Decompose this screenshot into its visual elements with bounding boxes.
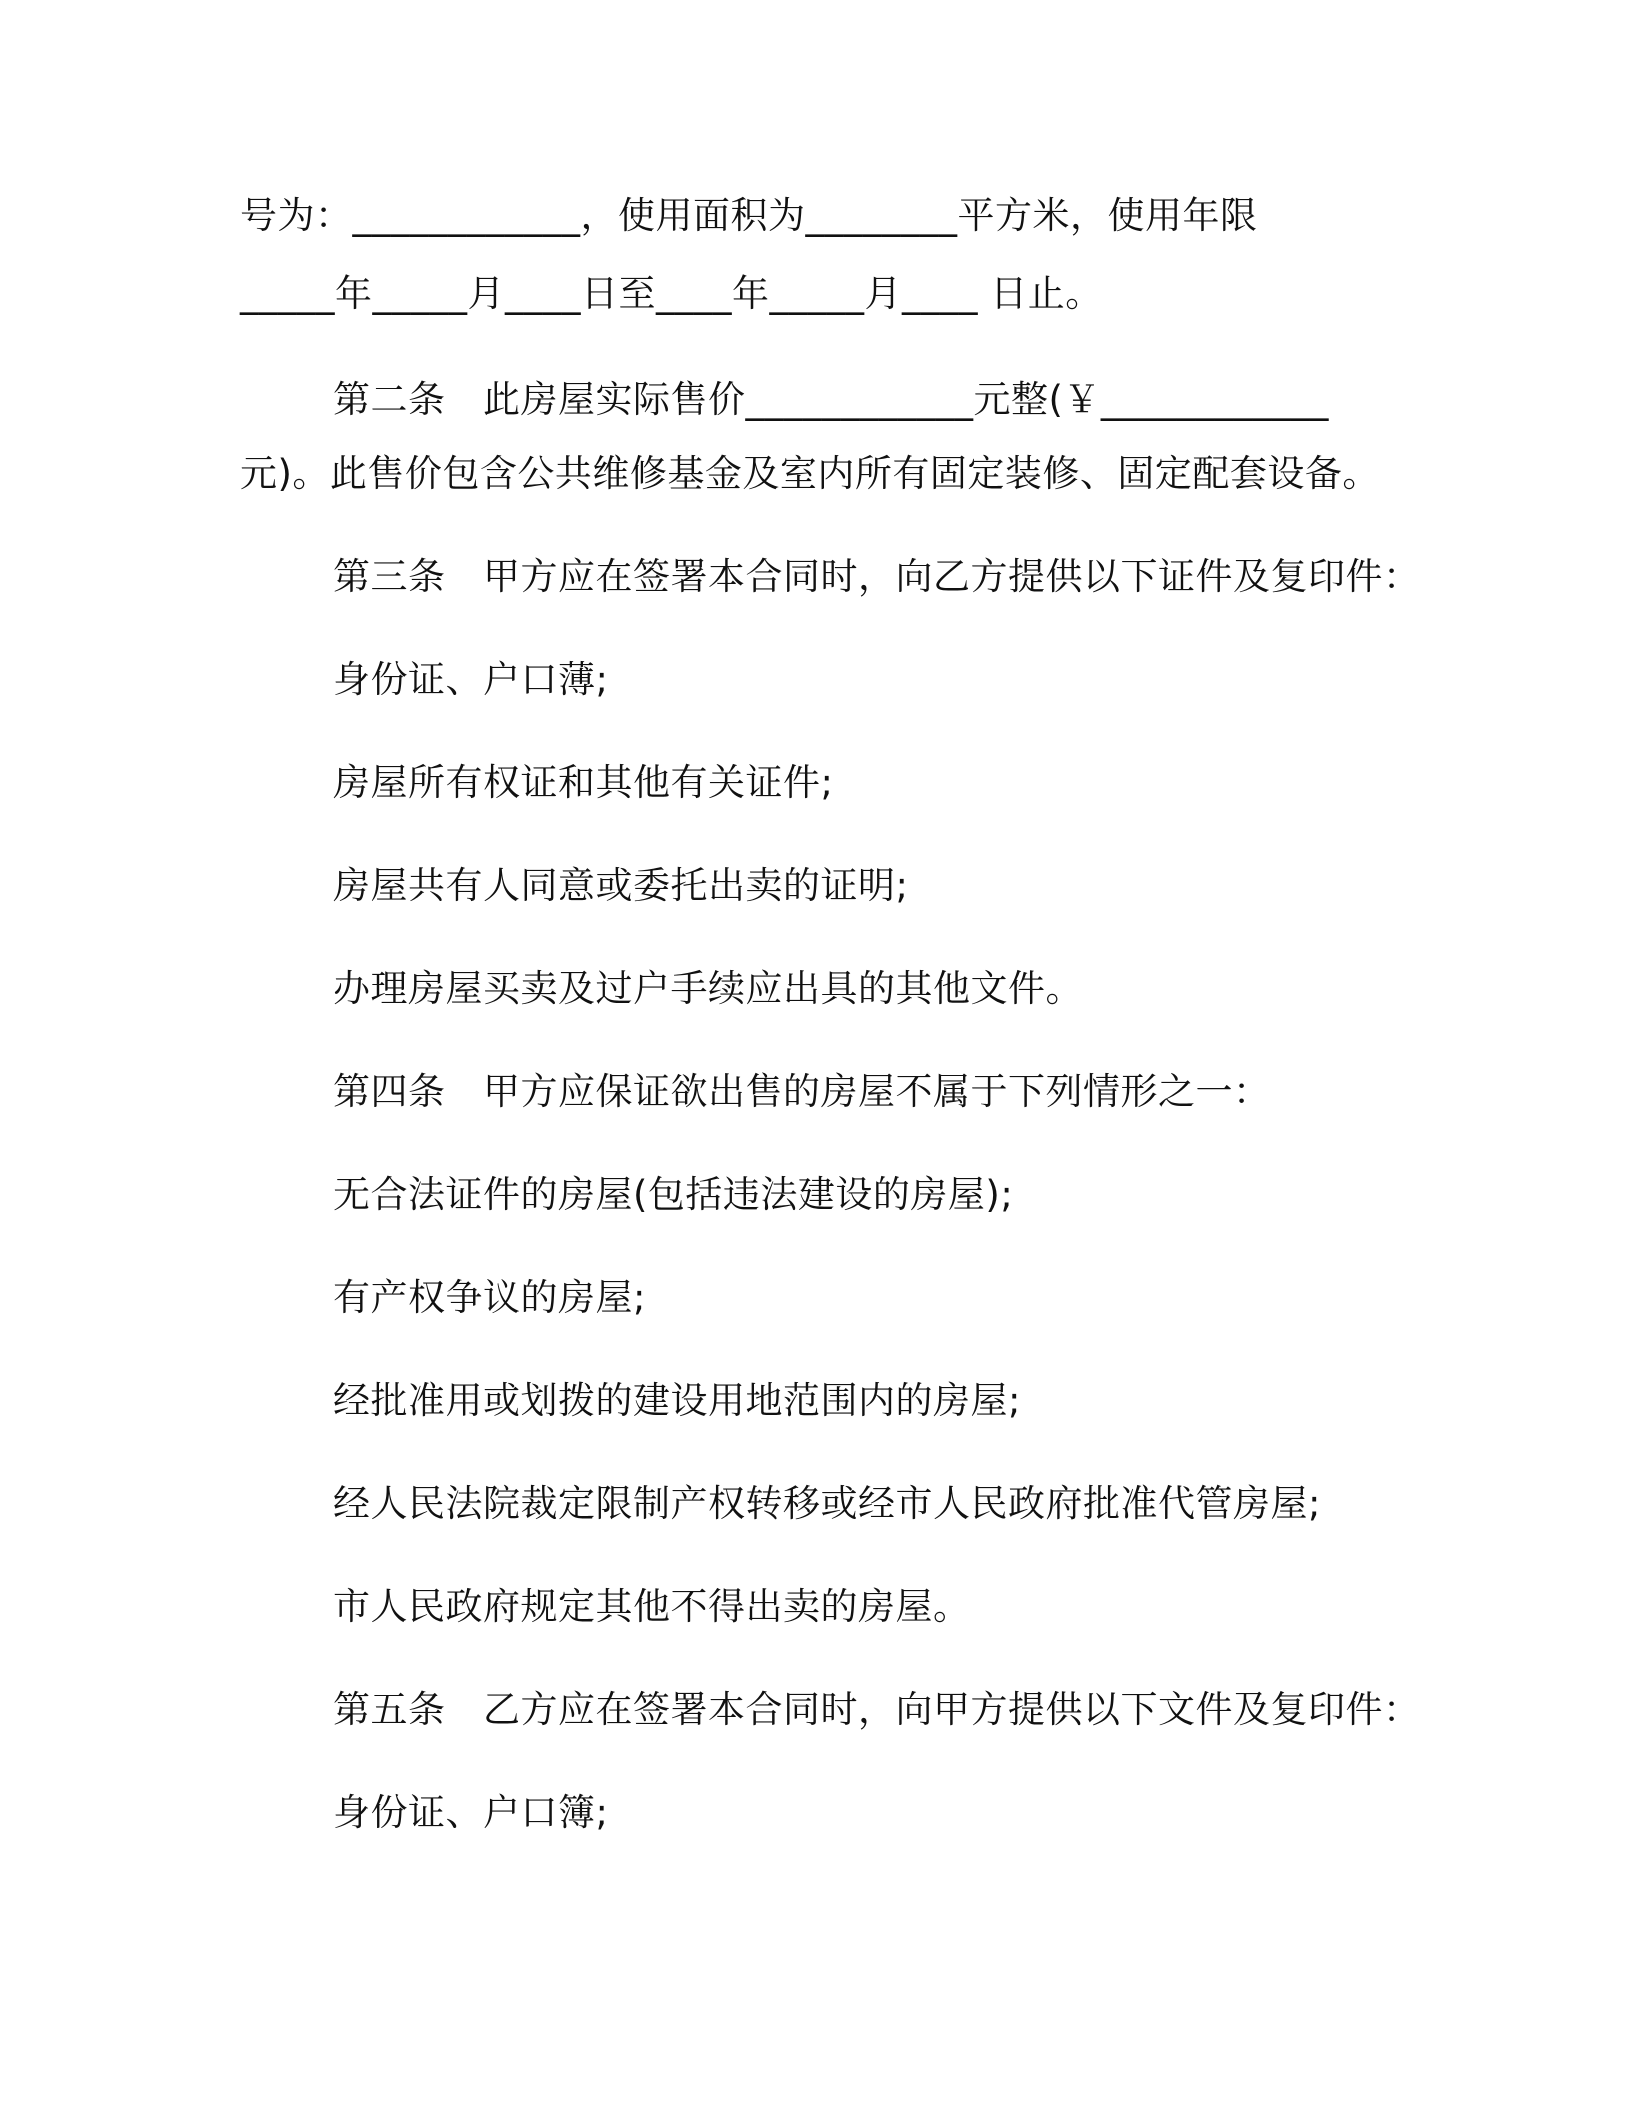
article-3-heading-line: 第三条 甲方应在签署本合同时，向乙方提供以下证件及复印件： (333, 555, 1421, 598)
list-item: 有产权争议的房屋; (333, 1276, 646, 1319)
article-4-heading-line: 第四条 甲方应保证欲出售的房屋不属于下列情形之一： (333, 1070, 1271, 1113)
list-item: 身份证、户口簿; (333, 1791, 609, 1834)
list-item: 身份证、户口薄; (333, 658, 609, 701)
list-item: 经批准用或划拨的建设用地范围内的房屋; (333, 1379, 1021, 1422)
list-item: 房屋共有人同意或委托出卖的证明; (333, 864, 909, 907)
list-item: 房屋所有权证和其他有关证件; (333, 761, 834, 804)
list-item: 无合法证件的房屋(包括违法建设的房屋); (333, 1173, 1014, 1216)
text-line: _____年_____月____日至____年_____月____ 日止。 (240, 272, 1103, 315)
text-line: 号为：____________，使用面积为________平方米，使用年限 (240, 194, 1258, 237)
list-item: 经人民法院裁定限制产权转移或经市人民政府批准代管房屋; (333, 1482, 1321, 1525)
article-5-heading-line: 第五条 乙方应在签署本合同时，向甲方提供以下文件及复印件： (333, 1688, 1421, 1731)
list-item: 办理房屋买卖及过户手续应出具的其他文件。 (333, 967, 1083, 1010)
list-item: 市人民政府规定其他不得出卖的房屋。 (333, 1585, 971, 1628)
text-line: 元)。此售价包含公共维修基金及室内所有固定装修、固定配套设备。 (240, 452, 1380, 495)
article-2-heading-line: 第二条 此房屋实际售价____________元整(￥____________ (333, 378, 1329, 421)
